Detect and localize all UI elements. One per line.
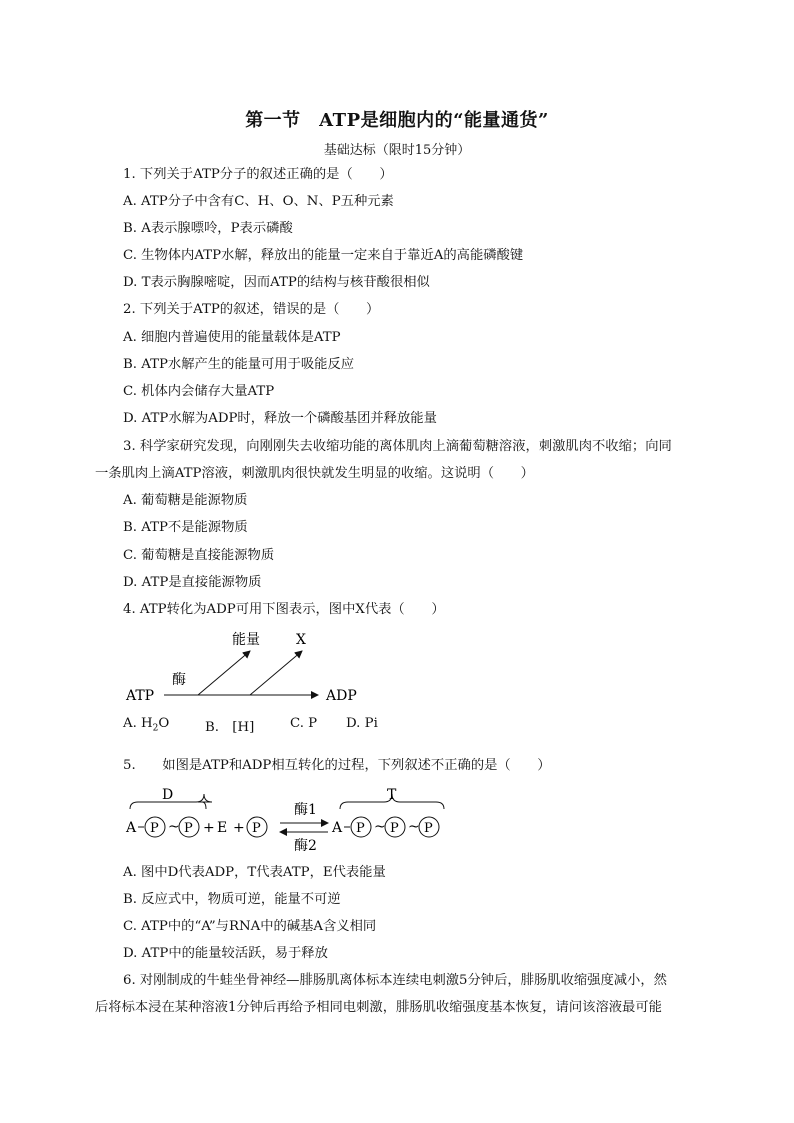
high-energy-bond-right-2: ~ xyxy=(408,819,420,835)
question-6-stem-line-2: 后将标本浸在某种溶液1分钟后再给予相同电刺激，腓肠肌收缩强度基本恢复，请问该溶液最可能 xyxy=(95,1000,662,1015)
adenosine-a-right: A xyxy=(332,820,343,836)
question-4-stem: 4. ATP转化为ADP可用下图表示，图中X代表（ ） xyxy=(123,602,445,617)
d-label: D xyxy=(162,787,174,803)
subscript-2: 2 xyxy=(152,723,159,734)
phosphate-left-2: P xyxy=(184,821,193,836)
question-3-stem-line-2: 一条肌肉上滴ATP溶液，刺激肌肉很快就发生明显的收缩。这说明（ ） xyxy=(95,466,534,481)
enzyme-1-label: 酶1 xyxy=(294,802,317,818)
question-3-option-d: D. ATP是直接能源物质 xyxy=(123,575,262,590)
question-1-option-b: B. A表示腺嘌呤，P表示磷酸 xyxy=(123,221,293,236)
question-4-option-a: A. $H_2O$ xyxy=(123,716,170,734)
question-3-option-a: A. 葡萄糖是能源物质 xyxy=(123,493,248,508)
question-5-stem: 5. 如图是ATP和ADP相互转化的过程，下列叙述不正确的是（ ） xyxy=(123,758,551,773)
question-3-option-c: C. 葡萄糖是直接能源物质 xyxy=(123,548,275,563)
x-branch-arrow xyxy=(250,651,302,695)
question-4-option-c: C. P xyxy=(290,716,318,731)
page-subtitle: 基础达标（限时15分钟） xyxy=(323,143,471,158)
question-2-stem: 2. 下列关于ATP的叙述，错误的是（ ） xyxy=(123,302,380,317)
question-3-stem-line-1: 3. 科学家研究发现，向刚刚失去收缩功能的离体肌肉上滴葡萄糖溶液，刺激肌肉不收缩；向同 xyxy=(123,439,672,454)
question-1-stem: 1. 下列关于ATP分子的叙述正确的是（ ） xyxy=(123,167,393,182)
diagram-atp-label: ATP xyxy=(126,688,155,704)
question-1-option-d: D. T表示胸腺嘧啶，因而ATP的结构与核苷酸很相似 xyxy=(123,275,430,290)
question-2-option-c: C. 机体内会储存大量ATP xyxy=(123,384,275,399)
page-title: 第一节 ATP是细胞内的“能量通货” xyxy=(245,110,549,131)
phosphate-right-2: P xyxy=(390,821,399,836)
phosphate-right-1: P xyxy=(356,821,365,836)
t-label: T xyxy=(387,787,397,803)
atp-to-adp-diagram xyxy=(120,624,380,710)
energy-branch-arrow xyxy=(198,651,250,695)
diagram-x-label: X xyxy=(296,632,306,648)
plus-2: + xyxy=(233,820,245,836)
high-energy-bond-left: ~ xyxy=(168,819,180,835)
question-5-option-b: B. 反应式中，物质可逆，能量不可逆 xyxy=(123,892,341,907)
phosphate-free: P xyxy=(252,821,261,836)
high-energy-bond-right-1: ~ xyxy=(374,819,386,835)
question-1-option-c: C. 生物体内ATP水解，释放出的能量一定来自于靠近A的高能磷酸键 xyxy=(123,248,524,263)
question-4-option-d: D. Pi xyxy=(346,716,378,731)
question-5-option-c: C. ATP中的“A”与RNA中的碱基A含义相同 xyxy=(123,919,377,934)
phosphate-right-3: P xyxy=(424,821,433,836)
diagram-energy-label: 能量 xyxy=(232,632,260,648)
question-2-option-d: D. ATP水解为ADP时，释放一个磷酸基团并释放能量 xyxy=(123,411,437,426)
question-2-option-a: A. 细胞内普遍使用的能量载体是ATP xyxy=(123,330,341,345)
diagram-enzyme-label: 酶 xyxy=(172,672,186,688)
atp-adp-interconversion-diagram xyxy=(122,782,462,858)
question-5-option-d: D. ATP中的能量较活跃，易于释放 xyxy=(123,946,328,961)
question-5-option-a: A. 图中D代表ADP，T代表ATP，E代表能量 xyxy=(123,865,386,880)
plus-1: + xyxy=(203,820,215,836)
question-2-option-b: B. ATP水解产生的能量可用于吸能反应 xyxy=(123,357,355,372)
question-1-option-a: A. ATP分子中含有C、H、O、N、P五种元素 xyxy=(123,194,394,209)
energy-e: E xyxy=(217,820,228,836)
question-6-stem-line-1: 6. 对刚制成的牛蛙坐骨神经—腓肠肌离体标本连续电刺激5分钟后，腓肠肌收缩强度减小，然 xyxy=(123,973,667,988)
diagram-adp-label: ADP xyxy=(326,688,357,704)
adenosine-a-left: A xyxy=(126,820,137,836)
question-4-option-b: B. [H] xyxy=(205,720,255,735)
phosphate-left-1: P xyxy=(150,821,159,836)
enzyme-2-label: 酶2 xyxy=(294,838,317,854)
question-3-option-b: B. ATP不是能源物质 xyxy=(123,520,248,535)
